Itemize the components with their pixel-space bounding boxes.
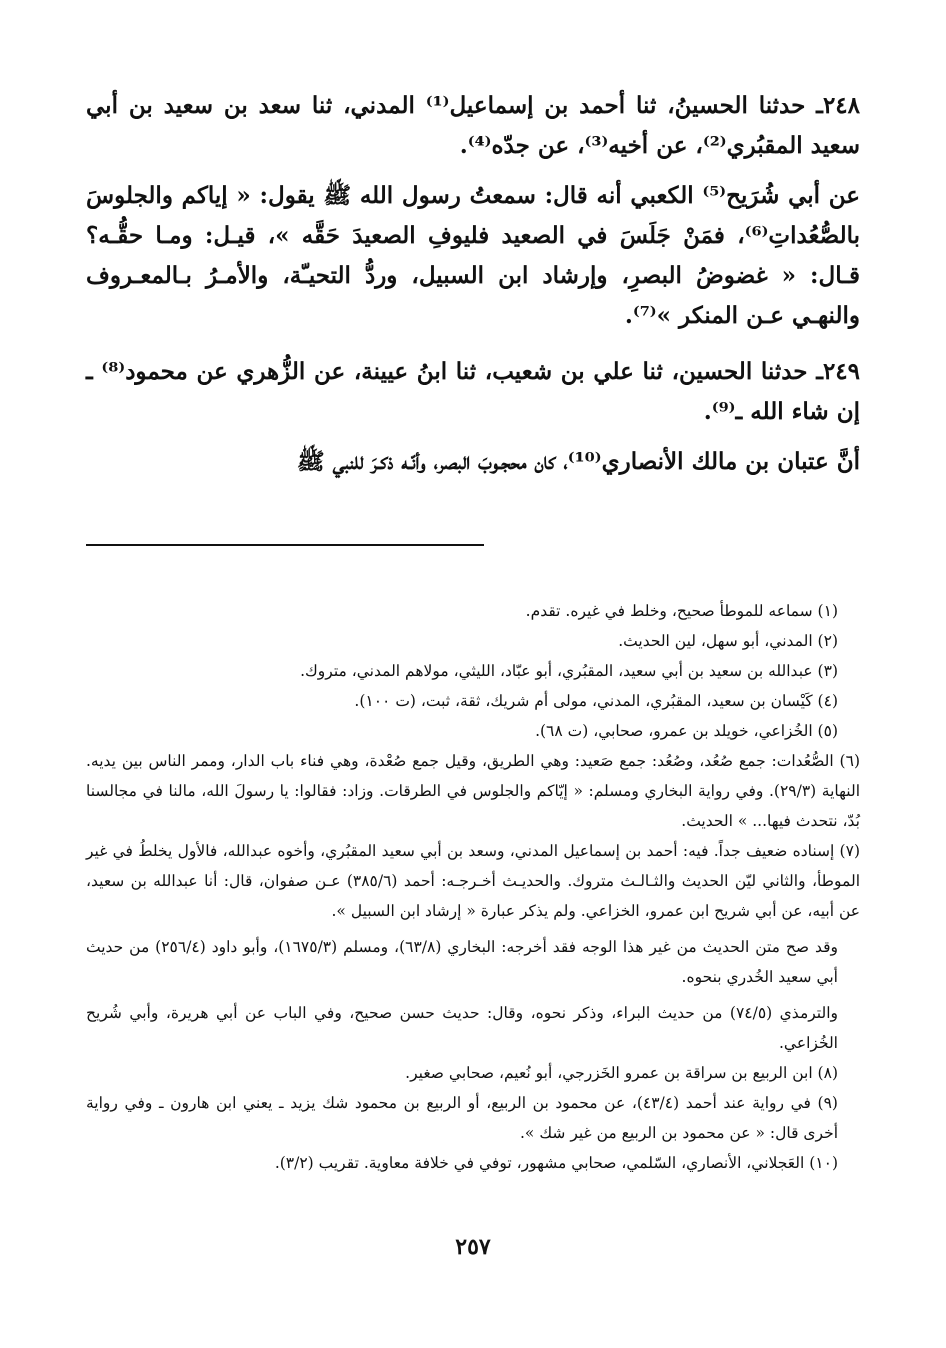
hadith-249-matn: أنَّ عتبان بن مالك الأنصاري⁽¹⁰⁾، كان محجـوبَ البصر، وأنّـه ذكـرَ للنبي ﷺ — [296, 448, 860, 475]
footnote-2: (٢) المدني، أبو سهل، لين الحديث. — [618, 632, 838, 650]
footnote-7-continued-2: والترمذي (٧٤/٥) من حديث البراء، وذكر نحوه، وقال: حديث حسن صحيح، وفي الباب عن أبي هريرة، وأبي شُريح الخُزاعي. — [86, 1004, 838, 1052]
footnote-7: (٧) إسناده ضعيف جداً. فيه: أحمد بن إسماعيل المدني، وسعد بن أبي سعيد المقبُري، وأخوه عبدالله، فالأول يخلطُ في غير الموطأ، والثاني ليّن الحديث والثـالـث متروك. والحديـث أخـرجـه: أحمد (٣٨٥/٦) عـن صفوان، قال: أنا عبدالله بن سعيد، عن أبيه، عن أبي شريح ابن عمرو، الخزاعي. ولم يذكر عبارة « إرشاد ابن السبيل ». — [86, 842, 861, 920]
footnote-separator — [86, 544, 484, 546]
hadith-249-isnad: ٢٤٩ـ حدثنا الحسين، ثنا علي بن شعيب، ثنا ابنُ عيينة، عن الزُّهري عن محمود⁽⁸⁾ ـ إن شاء الله ـ⁽⁹⁾. — [86, 358, 860, 425]
main-text — [86, 86, 860, 482]
main-text-block — [86, 86, 860, 492]
footnote-5: (٥) الخُزاعي، خويلد بن عمرو، صحابي، (ت ٦٨). — [535, 722, 838, 740]
page-number: ٢٥٧ — [455, 1234, 491, 1260]
footnote-6: (٦) الصُّعُدات: جمع صُعُد، وصُعُد: جمع صَعيد: وهي الطريق، وقيل جمع صُعْدة، وهي فناء باب الدار، وممر الناس بين يديه. النهاية (٢٩/٣). وفي رواية البخاري ومسلم: « إيّاكم والجلوس في الطرقات. وزاد: فقالوا: يا رسولَ الله، مالنا في مجالسنا بُدّ، نتحدث فيها... » الحديث. — [86, 752, 861, 830]
footnote-separator-wrap — [86, 544, 860, 546]
hadith-248-isnad: ٢٤٨ـ حدثنا الحسينُ، ثنا أحمد بن إسماعيل⁽¹⁾ المدني، ثنا سعد بن سعيد بن أبي سعيد المقبُري⁽²⁾، عن أخيه⁽³⁾، عن جدّه⁽⁴⁾. — [86, 92, 860, 159]
footnote-1: (١) سماعه للموطأ صحيح، وخلط في غيره. تقدم. — [525, 602, 838, 620]
footnote-9: (٩) في رواية عند أحمد (٤٣/٤)، عن محمود بن الربيع، أو الربيع بن محمود شك يزيد ـ يعني ابن هارون ـ وفي رواية أخرى قال: « عن محمود بن الربيع من غير شك ». — [86, 1094, 838, 1142]
footnote-7-continued: وقد صح متن الحديث من غير هذا الوجه فقد أخرجه: البخاري (٦٣/٨)، ومسلم (١٦٧٥/٣)، وأبو داود (٢٥٦/٤) من حديث أبي سعيد الخُدري بنحوه. — [86, 938, 838, 986]
footnote-4: (٤) كَيْسان بن سعيد، المقبُري، المدني، مولى أم شريك، ثقة، ثبت، (ت ١٠٠). — [354, 692, 838, 710]
footnote-3: (٣) عبدالله بن سعيد بن أبي سعيد، المقبُري، أبو عبّاد، الليثي، مولاهم المدني، متروك. — [300, 662, 838, 680]
hadith-248-matn: عن أبي شُرَيح⁽⁵⁾ الكعبي أنه قال: سمعتُ رسول الله ﷺ يقول: « إياكم والجلوسَ بالصُّعُداتِ⁽⁶⁾، فمَنْ جَلَسَ في الصعيد فليوفِ الصعيدَ حَقَّه »، قيـل: ومـا حقُّـه؟ قـال: « غضوضُ البصرِ، وإرشاد ابن السبيل، وردُّ التحيـّة، والأمـرُ بـالمعـروف والنهـي عـن المنكر »⁽⁷⁾. — [86, 182, 860, 329]
footnote-10: (١٠) العَجلاني، الأنصاري، السّلمي، صحابي مشهور، توفي في خلافة معاوية. تقريب (٣/٢). — [274, 1154, 838, 1172]
footnotes — [86, 596, 860, 1178]
footnote-8: (٨) ابن الربيع بن سراقة بن عمرو الخَزرجي، أبو نُعيم، صحابي صغير. — [405, 1064, 838, 1082]
